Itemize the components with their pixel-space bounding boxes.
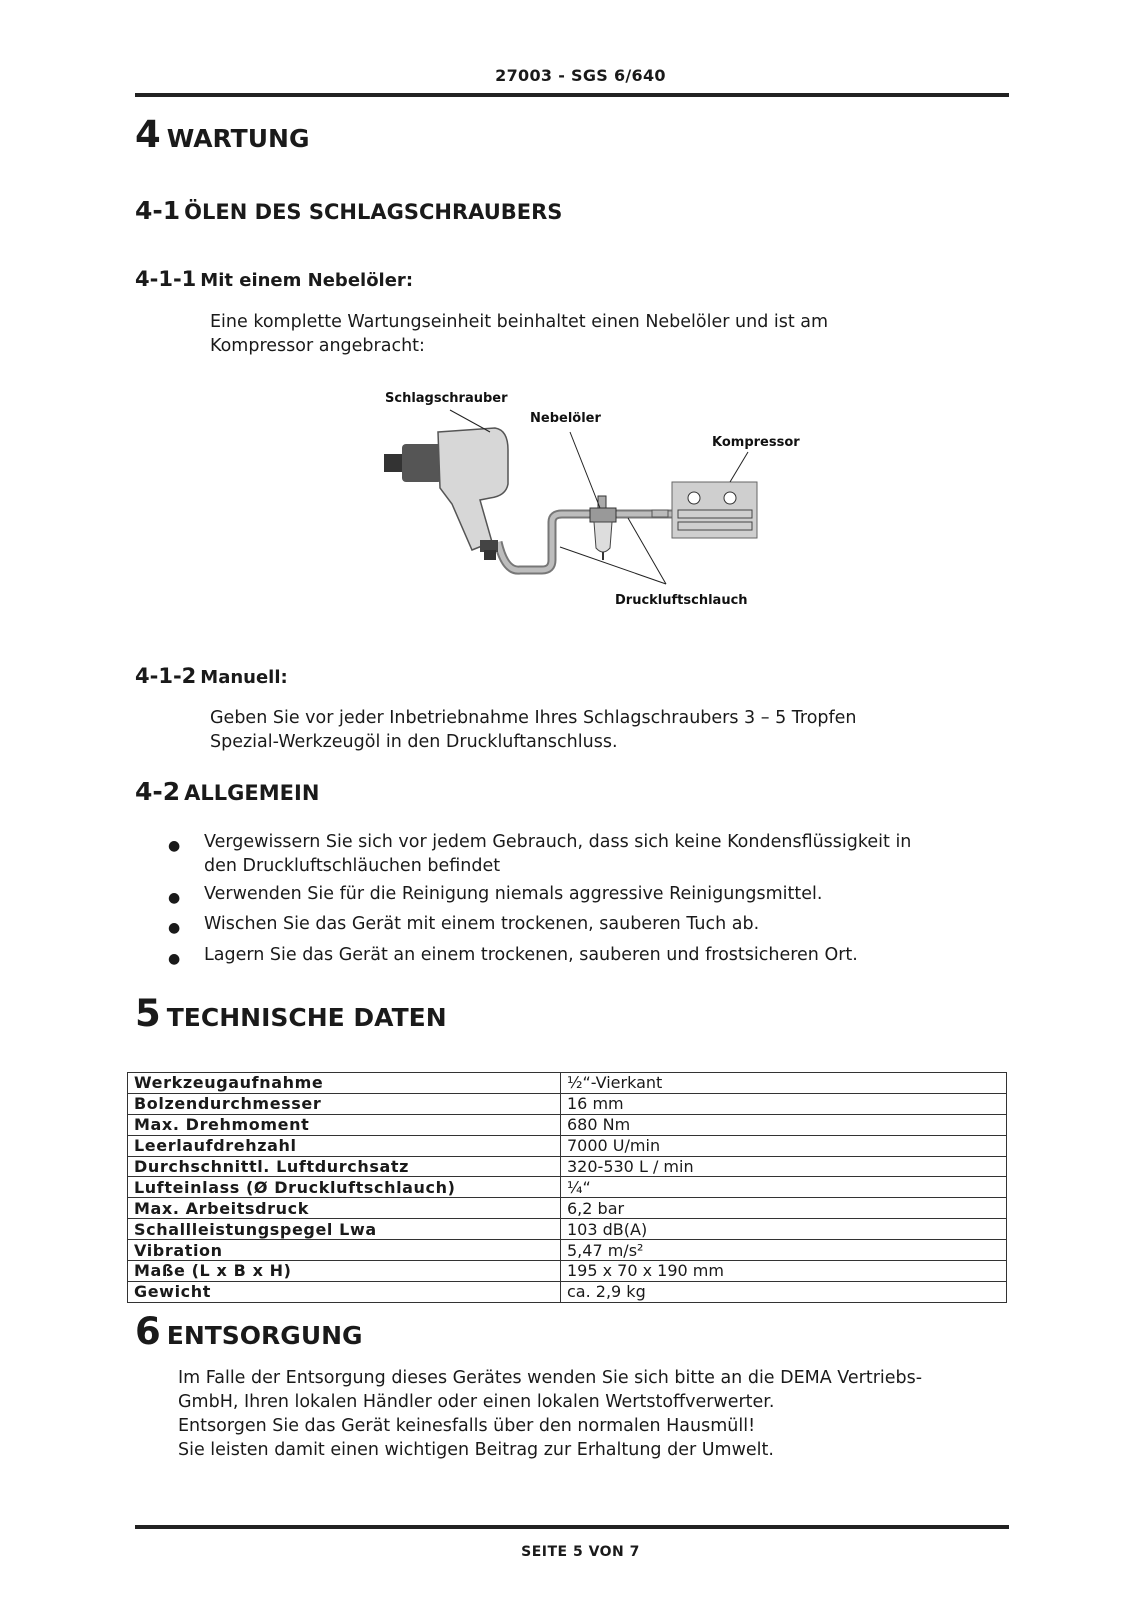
paragraph-line: Eine komplette Wartungseinheit beinhaltet einen Nebelöler und ist am xyxy=(210,312,829,332)
section-title: ENTSORGUNG xyxy=(166,1321,363,1350)
spec-value: 7000 U/min xyxy=(561,1135,1007,1156)
table-row xyxy=(128,1177,1007,1198)
section-4-1-2-paragraph xyxy=(210,706,857,754)
table-row xyxy=(128,1198,1007,1219)
section-6-paragraph xyxy=(178,1366,922,1462)
spec-value: 6,2 bar xyxy=(561,1198,1007,1219)
table-row xyxy=(128,1261,1007,1282)
paragraph-line: Entsorgen Sie das Gerät keinesfalls über den normalen Hausmüll! xyxy=(178,1416,756,1436)
list-item-text: Lagern Sie das Gerät an einem trockenen, sauberen und frostsicheren Ort. xyxy=(204,945,858,965)
spec-value: ½“-Vierkant xyxy=(561,1073,1007,1094)
list-item-text: Verwenden Sie für die Reinigung niemals aggressive Reinigungsmittel. xyxy=(204,884,823,904)
label-druckluftschlauch: Druckluftschlauch xyxy=(615,593,748,608)
section-4-1-1-paragraph xyxy=(210,310,828,358)
table-row xyxy=(128,1156,1007,1177)
list-item-text: Vergewissern Sie sich vor jedem Gebrauch, dass sich keine Kondensflüssigkeit in xyxy=(204,832,912,852)
spec-key: Schallleistungspegel Lwa xyxy=(128,1219,561,1240)
section-title: TECHNISCHE DATEN xyxy=(166,1003,447,1032)
section-4-1-2-heading xyxy=(135,664,288,688)
paragraph-line: Kompressor angebracht: xyxy=(210,336,425,356)
section-number: 4 xyxy=(135,113,161,156)
spec-value: ¼“ xyxy=(561,1177,1007,1198)
table-row xyxy=(128,1219,1007,1240)
bullet-icon: ● xyxy=(168,890,181,906)
spec-key: Gewicht xyxy=(128,1281,561,1302)
spec-value: 16 mm xyxy=(561,1093,1007,1114)
page-number: SEITE 5 VON 7 xyxy=(521,1544,640,1560)
spec-value: 195 x 70 x 190 mm xyxy=(561,1261,1007,1282)
spec-key: Max. Drehmoment xyxy=(128,1114,561,1135)
paragraph-line: Sie leisten damit einen wichtigen Beitrag zur Erhaltung der Umwelt. xyxy=(178,1440,774,1460)
oiler-setup-diagram xyxy=(380,392,800,622)
label-kompressor: Kompressor xyxy=(712,435,800,450)
header-rule xyxy=(135,93,1009,97)
section-title: WARTUNG xyxy=(166,124,310,153)
bullet-icon: ● xyxy=(168,838,181,854)
spec-key: Durchschnittl. Luftdurchsatz xyxy=(128,1156,561,1177)
list-item-text: Wischen Sie das Gerät mit einem trockenen, sauberen Tuch ab. xyxy=(204,914,760,934)
compressor-icon xyxy=(652,482,757,538)
spec-key: Lufteinlass (Ø Druckluftschlauch) xyxy=(128,1177,561,1198)
section-4-heading xyxy=(135,113,309,156)
section-4-1-heading xyxy=(135,196,562,225)
section-number: 4-2 xyxy=(135,777,181,806)
section-6-heading xyxy=(135,1310,363,1353)
section-title: Manuell: xyxy=(200,667,288,688)
section-title: ALLGEMEIN xyxy=(184,781,320,805)
list-item-text: den Druckluftschläuchen befindet xyxy=(204,856,501,876)
mist-oiler-icon xyxy=(590,496,616,560)
label-schlagschrauber: Schlagschrauber xyxy=(385,392,508,406)
spec-key: Bolzendurchmesser xyxy=(128,1093,561,1114)
list-item xyxy=(168,830,998,878)
impact-wrench-icon xyxy=(384,428,508,560)
document-id-header: 27003 - SGS 6/640 xyxy=(495,66,666,85)
table-row xyxy=(128,1135,1007,1156)
bullet-icon: ● xyxy=(168,951,181,967)
table-row xyxy=(128,1240,1007,1261)
paragraph-line: GmbH, Ihren lokalen Händler oder einen lokalen Wertstoffverwerter. xyxy=(178,1392,775,1412)
list-item xyxy=(168,912,998,936)
spec-value: ca. 2,9 kg xyxy=(561,1281,1007,1302)
spec-key: Leerlaufdrehzahl xyxy=(128,1135,561,1156)
section-number: 6 xyxy=(135,1310,161,1353)
table-row xyxy=(128,1073,1007,1094)
footer-rule xyxy=(135,1525,1009,1529)
section-4-1-1-heading xyxy=(135,267,413,291)
section-title: ÖLEN DES SCHLAGSCHRAUBERS xyxy=(184,200,563,224)
table-row xyxy=(128,1093,1007,1114)
spec-key: Vibration xyxy=(128,1240,561,1261)
spec-key: Max. Arbeitsdruck xyxy=(128,1198,561,1219)
list-item xyxy=(168,943,998,967)
spec-key: Werkzeugaufnahme xyxy=(128,1073,561,1094)
technical-data-table xyxy=(127,1072,1007,1303)
section-title: Mit einem Nebelöler: xyxy=(200,270,414,291)
section-5-heading xyxy=(135,992,447,1035)
paragraph-line: Im Falle der Entsorgung dieses Gerätes wenden Sie sich bitte an die DEMA Vertriebs- xyxy=(178,1368,923,1388)
section-number: 4-1-1 xyxy=(135,267,197,291)
paragraph-line: Spezial-Werkzeugöl in den Druckluftanschluss. xyxy=(210,732,618,752)
spec-value: 5,47 m/s² xyxy=(561,1240,1007,1261)
label-nebeloeler: Nebelöler xyxy=(530,411,601,426)
spec-key: Maße (L x B x H) xyxy=(128,1261,561,1282)
section-4-2-heading xyxy=(135,777,319,806)
section-number: 5 xyxy=(135,992,161,1035)
section-number: 4-1-2 xyxy=(135,664,197,688)
section-number: 4-1 xyxy=(135,196,181,225)
table-row xyxy=(128,1114,1007,1135)
list-item xyxy=(168,882,998,906)
spec-value: 680 Nm xyxy=(561,1114,1007,1135)
paragraph-line: Geben Sie vor jeder Inbetriebnahme Ihres Schlagschraubers 3 – 5 Tropfen xyxy=(210,708,857,728)
spec-value: 103 dB(A) xyxy=(561,1219,1007,1240)
diagram-illustration xyxy=(380,392,800,622)
spec-value: 320-530 L / min xyxy=(561,1156,1007,1177)
bullet-icon: ● xyxy=(168,920,181,936)
table-row xyxy=(128,1281,1007,1302)
